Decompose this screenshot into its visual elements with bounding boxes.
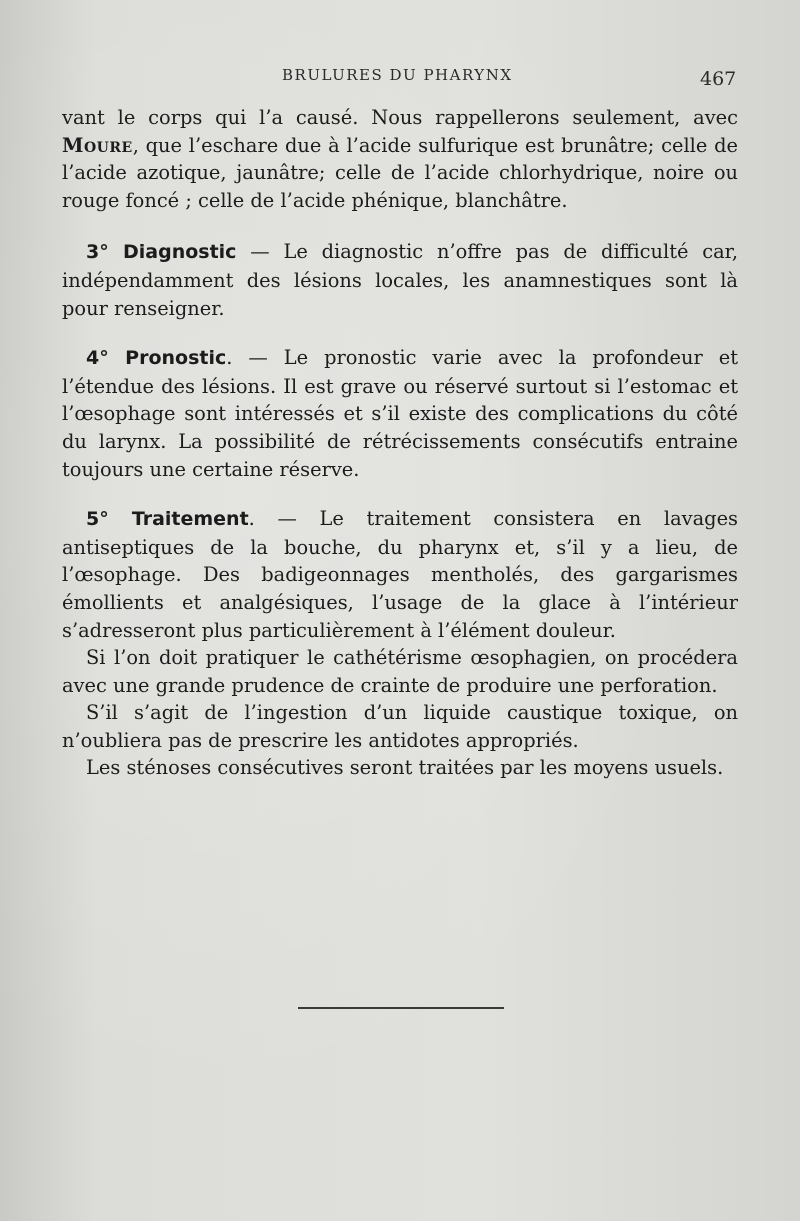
section-title: Pronostic	[125, 347, 227, 370]
section-traitement	[62, 505, 738, 644]
section-title: Diagnostic	[122, 241, 237, 264]
section-title: Traitement	[131, 508, 249, 531]
section-pronostic	[62, 344, 738, 483]
running-title: BRULURES DU PHARYNX	[282, 66, 513, 84]
page-number: 467	[700, 68, 737, 90]
text-run: , que l’eschare due à l’acide sulfurique est brunâtre; celle de l’acide azotique, jaunâtre; celle de l’acide chlorhydrique, noire ou rouge foncé ; celle de l’acide phénique, blanchâtre.	[62, 133, 738, 212]
end-rule	[298, 1007, 504, 1009]
section-number: 3°	[86, 241, 123, 264]
section-text: — Le diagnostic n’offre pas de difficulté car, indépendamment des lésions locales, les anamnestiques sont là pour renseigner.	[62, 240, 738, 320]
text-run: vant le corps qui l’a causé. Nous rappellerons seulement, avec	[62, 106, 738, 129]
author-name: Moure	[62, 133, 133, 157]
section-text: . — Le traitement consistera en lavages antiseptiques de la bouche, du pharynx et, s’il y a lieu, de l’œsophage. Des badigeonnages mentholés, des gargarismes émollients et analgésiques, l’usage de la glace à l’intérieur s’adresseront plus particulièrement à l’élément douleur.	[62, 507, 738, 642]
body-text	[62, 104, 738, 782]
paragraph-continuation	[62, 104, 738, 214]
running-head	[0, 66, 800, 92]
section-diagnostic	[62, 238, 738, 322]
paragraph-ingestion: S’il s’agit de l’ingestion d’un liquide caustique toxique, on n’oubliera pas de prescrire les antidotes appropriés.	[62, 701, 738, 752]
paragraph-catheterisme: Si l’on doit pratiquer le cathétérisme œsophagien, on procédera avec une grande prudence de crainte de produire une perforation.	[62, 646, 738, 697]
section-number: 5°	[86, 508, 132, 531]
paragraph-stenoses: Les sténoses consécutives seront traitées par les moyens usuels.	[86, 756, 724, 780]
section-number: 4°	[86, 347, 126, 370]
section-text: . — Le pronostic varie avec la profondeur et l’étendue des lésions. Il est grave ou réservé surtout si l’estomac et l’œsophage sont intéressés et s’il existe des complications du côté du larynx. La possibilité de rétrécissements consécutifs entraine toujours une certaine réserve.	[62, 346, 738, 481]
